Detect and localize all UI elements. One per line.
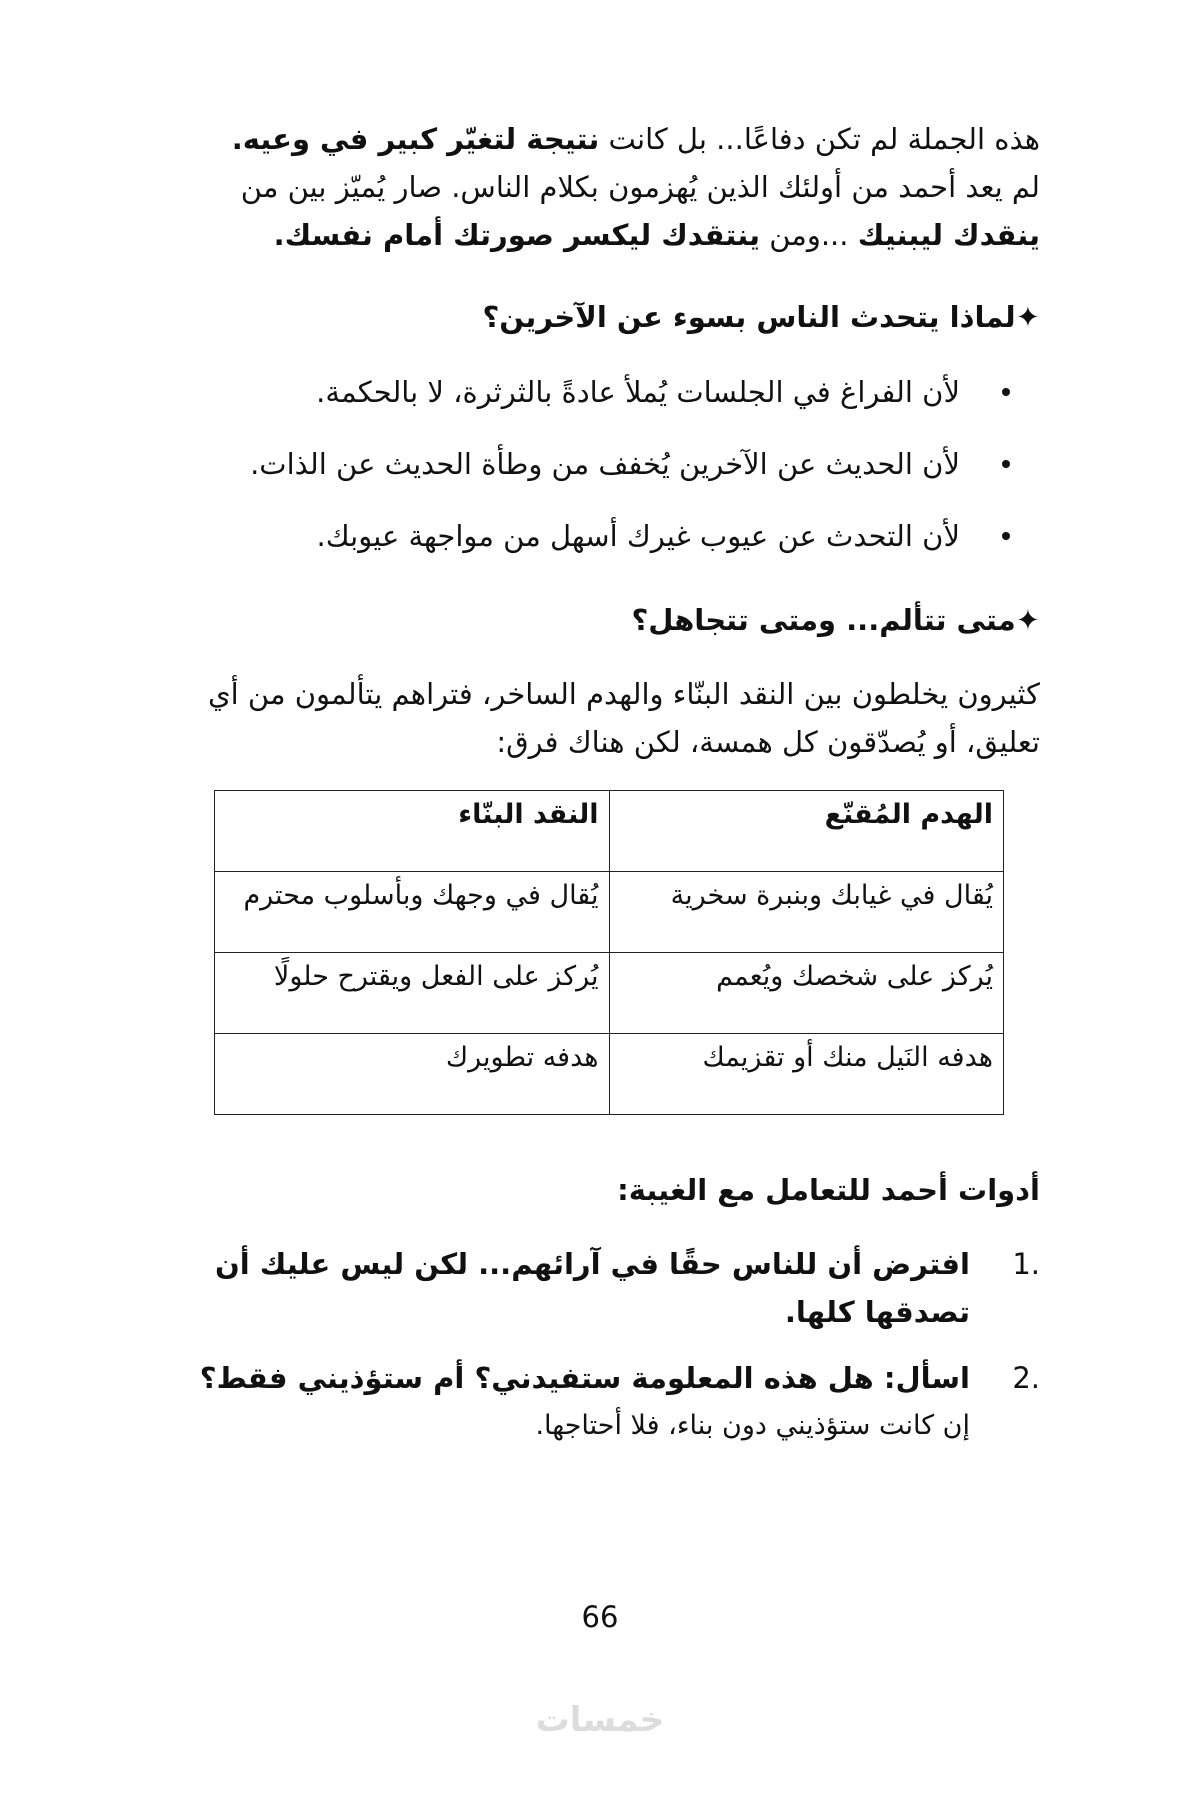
- intro-paragraph: [160, 115, 1040, 259]
- bullet-text: لأن التحدث عن عيوب غيرك أسهل من مواجهة عيوبك.: [316, 519, 960, 553]
- tools-list-item: [180, 1354, 1040, 1448]
- tool-text: اسأل: هل هذه المعلومة ستفيدني؟ أم ستؤذيني فقط؟: [199, 1361, 970, 1395]
- bullet-dot-icon: [1002, 532, 1010, 540]
- why-bullet-list: [160, 372, 1010, 588]
- table-cell: هدفه النَيل منك أو تقزيمك: [609, 1034, 1004, 1115]
- bullet-dot-icon: [1002, 460, 1010, 468]
- tools-list: [180, 1240, 1040, 1466]
- table-row: [215, 872, 1004, 953]
- intro-line3-mid: ...ومن: [760, 218, 858, 252]
- bullet-text: لأن الحديث عن الآخرين يُخفف من وطأة الحديث عن الذات.: [250, 447, 960, 481]
- intro-line3-bold2: ينتقدك ليكسر صورتك أمام نفسك.: [273, 218, 760, 252]
- table-cell: يُقال في وجهك وبأسلوب محترم: [215, 872, 610, 953]
- table-cell: يُركز على الفعل ويقترح حلولًا: [215, 953, 610, 1034]
- intro-line2-text: لم يعد أحمد من أولئك الذين يُهزمون بكلام الناس. صار يُميّز بين من: [240, 170, 1040, 204]
- why-heading: ✦لماذا يتحدث الناس بسوء عن الآخرين؟: [482, 300, 1040, 334]
- list-number: 1.: [1012, 1247, 1040, 1281]
- bullet-item: [160, 372, 1010, 412]
- comparison-table: [214, 790, 1004, 1115]
- bullet-item: [160, 516, 1010, 556]
- tool-subtext: إن كانت ستؤذيني دون بناء، فلا أحتاجها.: [535, 1410, 970, 1441]
- when-paragraph-line1: كثيرون يخلطون بين النقد البنّاء والهدم الساخر، فتراهم يتألمون من أي: [207, 677, 1040, 711]
- tools-heading: أدوات أحمد للتعامل مع الغيبة:: [617, 1173, 1040, 1207]
- intro-line1-text: هذه الجملة لم تكن دفاعًا... بل كانت: [599, 122, 1040, 156]
- tool-text: افترض أن للناس حقًا في آرائهم... لكن ليس عليك أن تصدقها كلها.: [215, 1247, 970, 1329]
- table-header-cell: الهدم المُقنّع: [609, 791, 1004, 872]
- watermark-logo: خمسات: [535, 1700, 665, 1740]
- table-row: [215, 953, 1004, 1034]
- when-paragraph-line2: تعليق، أو يُصدّقون كل همسة، لكن هناك فرق:: [496, 725, 1040, 759]
- intro-line3-bold1: ينقدك ليبنيك: [857, 218, 1040, 252]
- when-paragraph: [160, 670, 1040, 766]
- tools-list-item: [180, 1240, 1040, 1336]
- bullet-text: لأن الفراغ في الجلسات يُملأ عادةً بالثرثرة، لا بالحكمة.: [316, 375, 960, 409]
- table-cell: هدفه تطويرك: [215, 1034, 610, 1115]
- table-header-cell: النقد البنّاء: [215, 791, 610, 872]
- bullet-dot-icon: [1002, 388, 1010, 396]
- bullet-item: [160, 444, 1010, 484]
- list-number: 2.: [1012, 1361, 1040, 1395]
- when-heading: ✦متى تتألم... ومتى تتجاهل؟: [631, 603, 1040, 637]
- intro-line1-bold: نتيجة لتغيّر كبير في وعيه.: [231, 122, 600, 156]
- table-cell: يُركز على شخصك ويُعمم: [609, 953, 1004, 1034]
- page-number: 66: [581, 1600, 619, 1634]
- table-header-row: [215, 791, 1004, 872]
- table-row: [215, 1034, 1004, 1115]
- table-cell: يُقال في غيابك وبنبرة سخرية: [609, 872, 1004, 953]
